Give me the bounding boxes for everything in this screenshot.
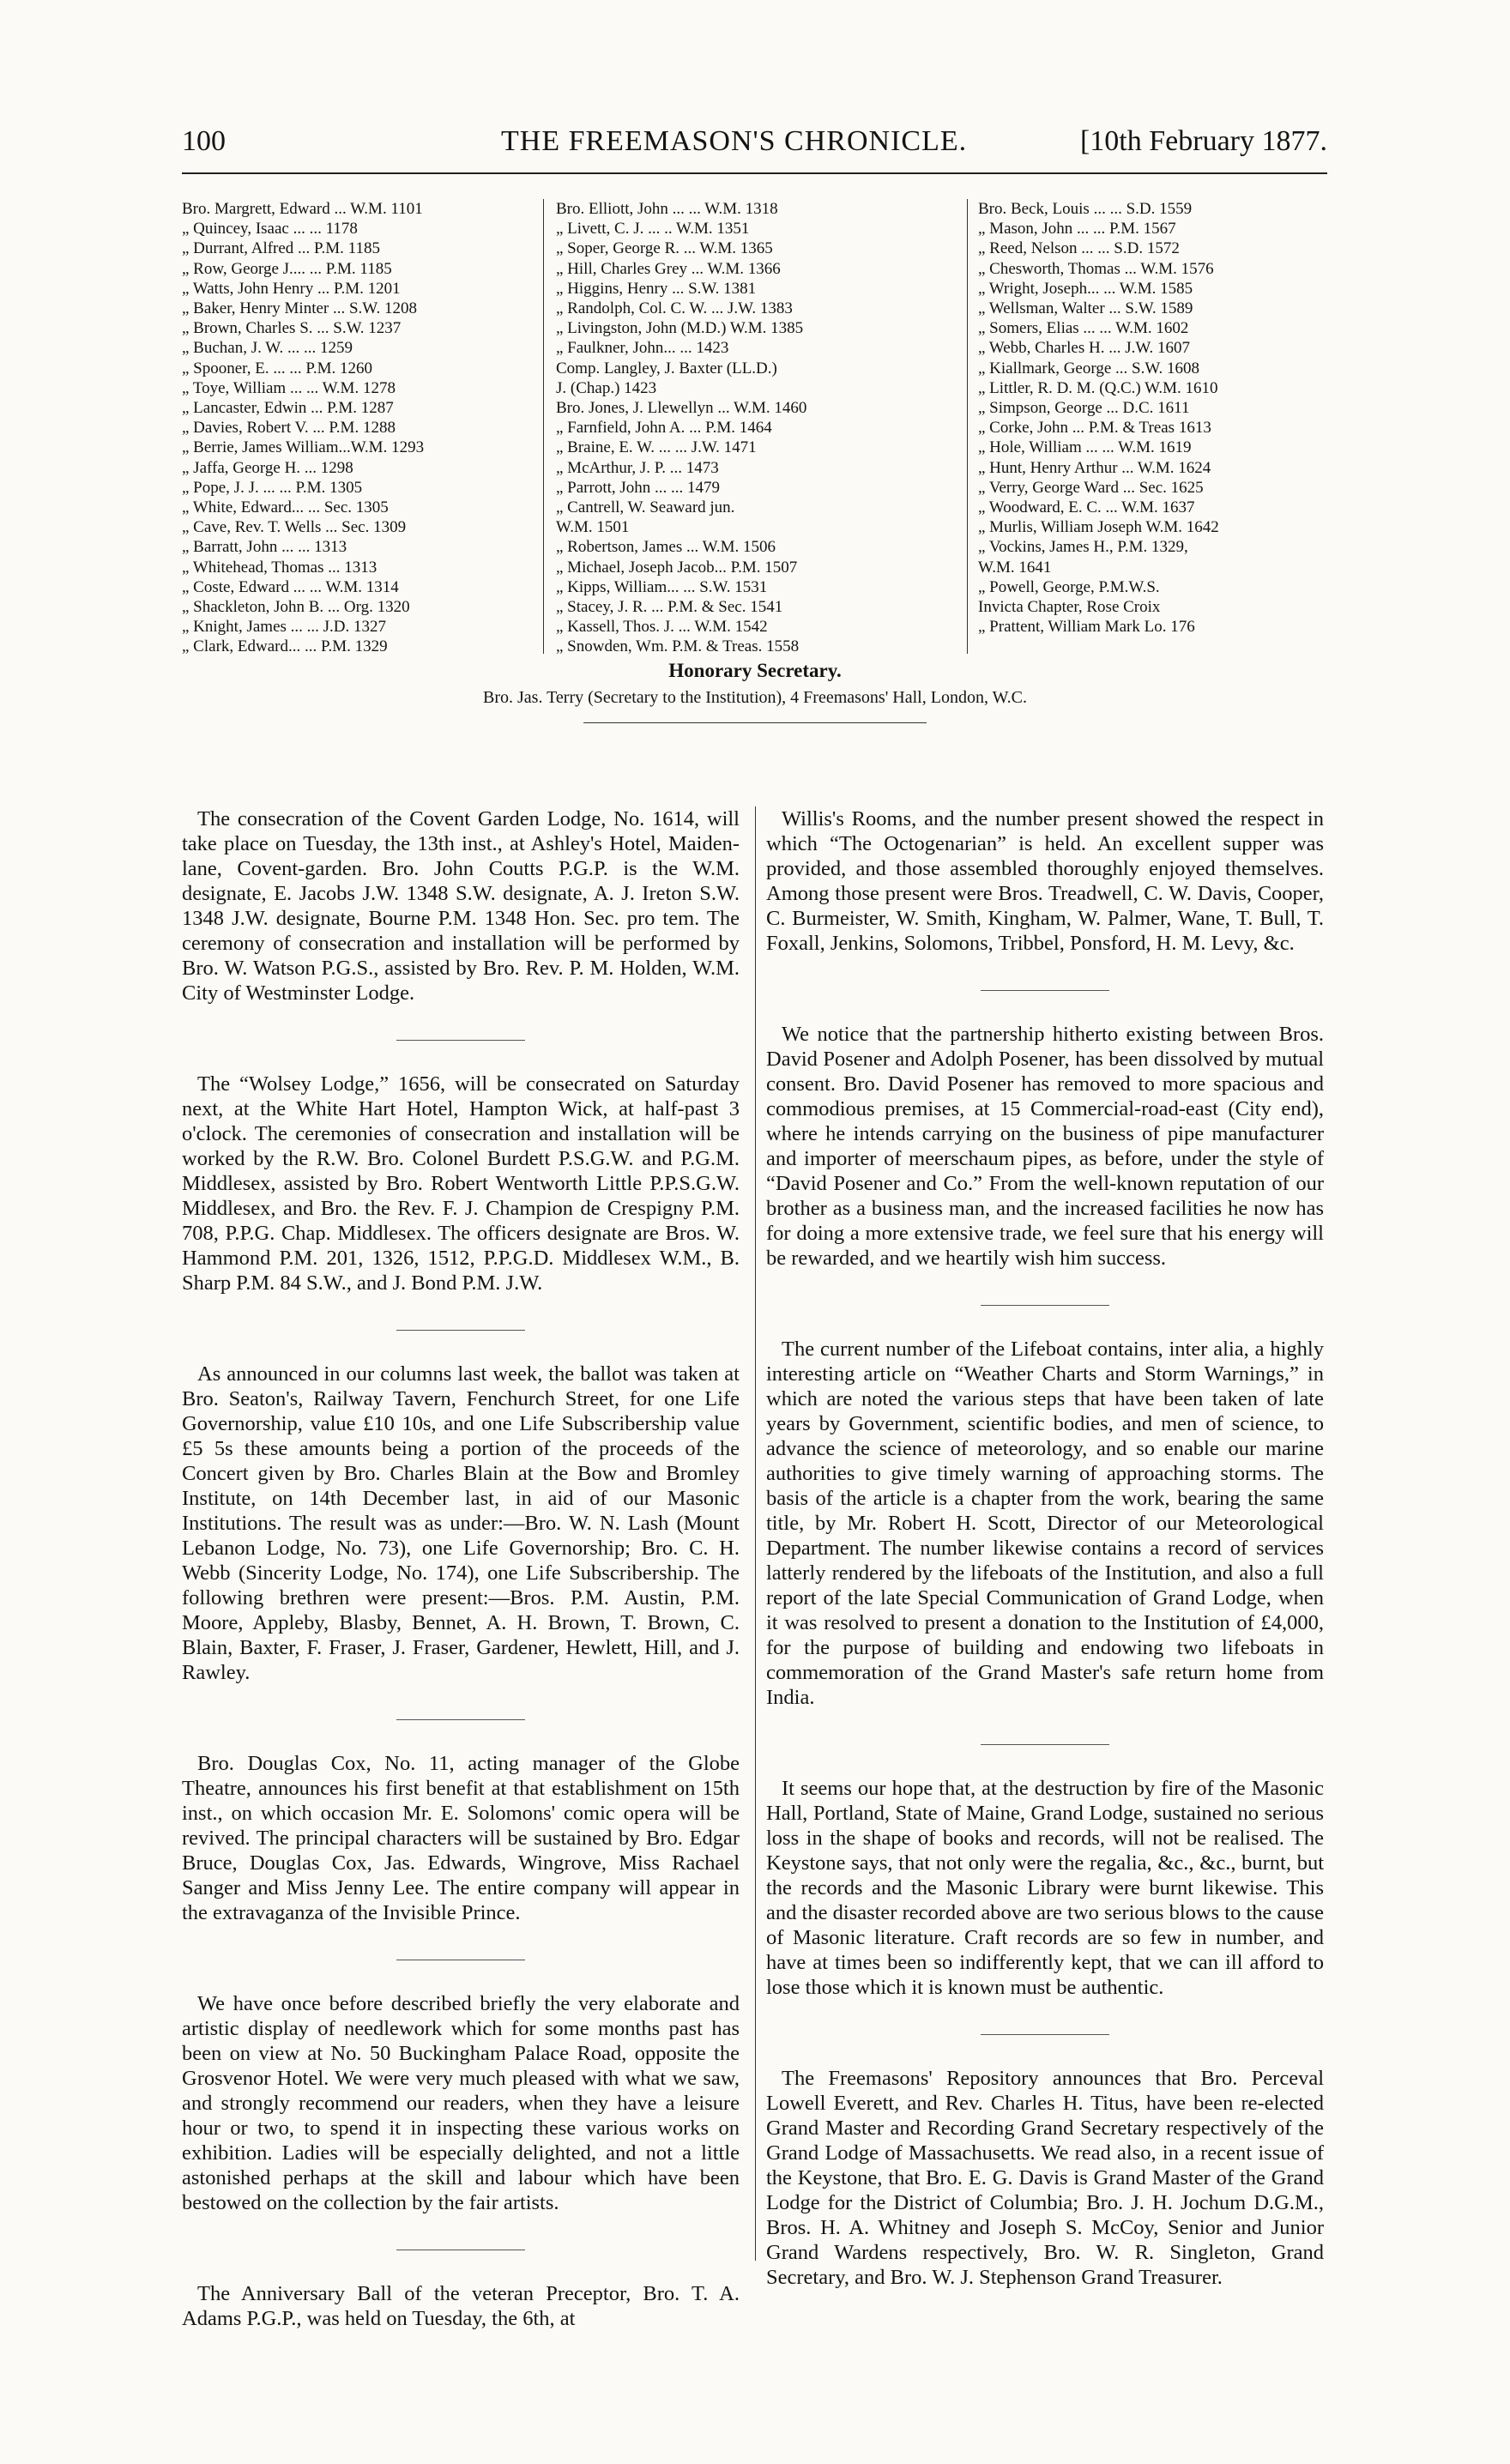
subscriber-entry: J. (Chap.) 1423 <box>556 378 657 397</box>
subscriber-entry: „ Cave, Rev. T. Wells ... Sec. 1309 <box>182 518 407 537</box>
issue-date: [10th February 1877. <box>1079 125 1327 157</box>
subscriber-entry: „ Simpson, George ... D.C. 1611 <box>978 399 1190 418</box>
news-paragraph: The Anniversary Ball of the veteran Preceptor, Bro. T. A. Adams P.G.P., was held on Tuesday, the 6th, at <box>182 2282 740 2330</box>
subscriber-entry: „ Livett, C. J. ... .. W.M. 1351 <box>556 220 750 239</box>
subscriber-entry: „ Farnfield, John A. ... P.M. 1464 <box>556 419 772 438</box>
article-column-left <box>182 806 740 2365</box>
subscriber-entry: „ Murlis, William Joseph W.M. 1642 <box>978 518 1219 537</box>
honorary-secretary-heading: Honorary Secretary. <box>668 660 842 681</box>
subscriber-entry: W.M. 1641 <box>978 558 1052 577</box>
subscriber-entry: „ Chesworth, Thomas ... W.M. 1576 <box>978 259 1214 278</box>
article-column-right <box>766 806 1324 2324</box>
subscriber-entry: „ Randolph, Col. C. W. ... J.W. 1383 <box>556 299 793 318</box>
subscriber-entry: „ Corke, John ... P.M. & Treas 1613 <box>978 419 1211 438</box>
subscriber-entry: „ Barratt, John ... ... 1313 <box>182 538 347 557</box>
column-divider <box>967 199 968 654</box>
news-paragraph: We have once before described briefly the very elaborate and artistic display of needlework which for some months past has been on view at No. 50 Buckingham Palace Road, opposite the Grosvenor Hotel. We were very much pleased with what we saw, and strongly recommend our readers, when they have a leisure hour or two, to spend it in inspecting these various works on exhibition. Ladies will be especially delighted, and not a little astonished perhaps at the skill and labour which have been bestowed on the collection by the fair artists. <box>182 1992 740 2214</box>
subscriber-entry: „ Spooner, E. ... ... P.M. 1260 <box>182 359 372 377</box>
subscriber-entry: „ Whitehead, Thomas ... 1313 <box>182 558 378 577</box>
subscriber-entry: „ Verry, George Ward ... Sec. 1625 <box>978 478 1204 497</box>
subscriber-entry: „ Toye, William ... ... W.M. 1278 <box>182 378 396 397</box>
section-rule <box>583 722 927 723</box>
subscriber-entry: „ Vockins, James H., P.M. 1329, <box>978 538 1188 557</box>
subscriber-entry: „ Baker, Henry Minter ... S.W. 1208 <box>182 299 417 318</box>
news-paragraph: The “Wolsey Lodge,” 1656, will be consecrated on Saturday next, at the White Hart Hotel, Hampton Wick, at half-past 3 o'clock. The ceremonies of consecration and installation will be worked by the R.W. Bro. Colonel Burdett P.S.G.W. and P.G.M. Middlesex, assisted by Bro. Robert Wentworth Little P.P.S.G.W. Middlesex, and Bro. the Rev. F. J. Champion de Crespigny P.M. 708, P.P.G. Chap. Middlesex. The officers designate are Bros. W. Hammond P.M. 201, 1326, 1512, P.P.G.D. Middlesex W.M., B. Sharp P.M. 84 S.W., and J. Bond P.M. J.W. <box>182 1072 740 1295</box>
news-paragraph: Willis's Rooms, and the number present showed the respect in which “The Octogenarian” is held. An excellent supper was provided, and those assembled thoroughly enjoyed themselves. Among those present were Bros. Treadwell, C. W. Davis, Cooper, C. Burmeister, W. Smith, Kingham, W. Palmer, Wane, T. Bull, T. Foxall, Jenkins, Solomons, Tribbel, Ponsford, H. M. Levy, &c. <box>766 807 1324 955</box>
honorary-secretary-line: Bro. Jas. Terry (Secretary to the Institution), 4 Freemasons' Hall, London, W.C. <box>483 688 1027 707</box>
subscriber-entry: „ McArthur, J. P. ... 1473 <box>556 458 719 477</box>
subscriber-entry: Comp. Langley, J. Baxter (LL.D.) <box>556 359 777 377</box>
subscriber-entry: „ Prattent, William Mark Lo. 176 <box>978 618 1195 637</box>
subscriber-entry: „ Durrant, Alfred ... P.M. 1185 <box>182 239 380 258</box>
subscriber-entry: „ Kipps, William... ... S.W. 1531 <box>556 577 768 596</box>
news-paragraph: The current number of the Lifeboat contains, inter alia, a highly interesting article on “Weather Charts and Storm Warnings,” in which are noted the various steps that have been taken of late years by Government, scientific bodies, and men of science, to advance the science of meteorology, and so enable our marine authorities to give timely warning of approaching storms. The basis of the article is a chapter from the work, bearing the same title, by Mr. Robert H. Scott, Director of our Meteorological Department. The number likewise contains a record of services latterly rendered by the lifeboats of the Institution, and also a full report of the late Special Communication of Grand Lodge, when it was resolved to present a donation to the Institution of £4,000, for the purpose of building and endowing two lifeboats in commemoration of the Grand Master's safe return home from India. <box>766 1338 1324 1709</box>
subscriber-entry: „ Webb, Charles H. ... J.W. 1607 <box>978 339 1191 358</box>
subscriber-entry: Bro. Jones, J. Llewellyn ... W.M. 1460 <box>556 399 807 418</box>
subscriber-entry: „ Powell, George, P.M.W.S. <box>978 577 1160 596</box>
subscriber-entry: „ Buchan, J. W. ... ... 1259 <box>182 339 353 358</box>
subscriber-entry: „ Braine, E. W. ... ... J.W. 1471 <box>556 438 757 457</box>
subscriber-entry: Bro. Elliott, John ... ... W.M. 1318 <box>556 200 778 218</box>
header-rule <box>182 172 1327 174</box>
paragraph-divider <box>981 1305 1109 1306</box>
subscriber-entry: „ Hill, Charles Grey ... W.M. 1366 <box>556 259 781 278</box>
subscriber-entry: „ Clark, Edward... ... P.M. 1329 <box>182 637 388 656</box>
subscriber-entry: „ Coste, Edward ... ... W.M. 1314 <box>182 577 399 596</box>
paragraph-divider <box>396 1719 525 1720</box>
subscriber-entry: „ Jaffa, George H. ... 1298 <box>182 458 353 477</box>
subscriber-entry: „ Shackleton, John B. ... Org. 1320 <box>182 598 410 617</box>
subscriber-entry: „ Littler, R. D. M. (Q.C.) W.M. 1610 <box>978 378 1218 397</box>
paragraph-divider <box>981 990 1109 991</box>
subscriber-entry: „ Knight, James ... ... J.D. 1327 <box>182 618 387 637</box>
column-divider <box>755 806 756 2261</box>
subscriber-entry: „ White, Edward... ... Sec. 1305 <box>182 498 389 517</box>
subscriber-entry: „ Pope, J. J. ... ... P.M. 1305 <box>182 478 363 497</box>
page-header <box>182 120 1327 170</box>
subscriber-entry: „ Hunt, Henry Arthur ... W.M. 1624 <box>978 458 1211 477</box>
subscriber-entry: W.M. 1501 <box>556 518 630 537</box>
subscriber-entry: „ Row, George J.... ... P.M. 1185 <box>182 259 392 278</box>
subscriber-entry: Invicta Chapter, Rose Croix <box>978 598 1161 617</box>
subscriber-entry: „ Wellsman, Walter ... S.W. 1589 <box>978 299 1193 318</box>
subscriber-entry: „ Woodward, E. C. ... W.M. 1637 <box>978 498 1195 517</box>
subscriber-list-col2 <box>556 199 955 657</box>
subscriber-entry: „ Quincey, Isaac ... ... 1178 <box>182 220 358 239</box>
subscriber-list-col3 <box>978 199 1328 637</box>
subscriber-entry: „ Lancaster, Edwin ... P.M. 1287 <box>182 399 394 418</box>
news-paragraph: It seems our hope that, at the destruction by fire of the Masonic Hall, Portland, State of Maine, Grand Lodge, sustained no serious loss in the shape of books and records, will not be realised. The Keystone says, that not only were the regalia, &c., &c., burnt, but the records and the Masonic Library were burnt likewise. This and the disaster recorded above are two serious blows to the cause of Masonic literature. Craft records are so few in number, and have at times been so indifferently kept, that we can ill afford to lose those which it is known must be authentic. <box>766 1777 1324 1999</box>
subscriber-entry: „ Michael, Joseph Jacob... P.M. 1507 <box>556 558 798 577</box>
news-paragraph: The consecration of the Covent Garden Lodge, No. 1614, will take place on Tuesday, the 13th inst., at Ashley's Hotel, Maiden-lane, Covent-garden. Bro. John Coutts P.G.P. is the W.M. designate, E. Jacobs J.W. 1348 S.W. designate, A. J. Ireton S.W. 1348 J.W. designate, Bourne P.M. 1348 Hon. Sec. pro tem. The ceremony of consecration and installation will be performed by Bro. W. Watson P.G.S., assisted by Bro. Rev. P. M. Holden, W.M. City of Westminster Lodge. <box>182 807 740 1005</box>
news-paragraph: Bro. Douglas Cox, No. 11, acting manager of the Globe Theatre, announces his first benefit at that establishment on 15th inst., on which occasion Mr. E. Solomons' comic opera will be revived. The principal characters will be sustained by Bro. Edgar Bruce, Douglas Cox, Jas. Edwards, Wingrove, Miss Rachael Sanger and Miss Jenny Lee. The entire company will appear in the extravaganza of the Invisible Prince. <box>182 1752 740 1924</box>
subscriber-entry: „ Stacey, J. R. ... P.M. & Sec. 1541 <box>556 598 783 617</box>
subscriber-entry: „ Snowden, Wm. P.M. & Treas. 1558 <box>556 637 800 656</box>
subscriber-entry: „ Soper, George R. ... W.M. 1365 <box>556 239 773 258</box>
paragraph-divider <box>981 1744 1109 1745</box>
subscriber-entry: „ Robertson, James ... W.M. 1506 <box>556 538 776 557</box>
subscriber-entry: „ Mason, John ... ... P.M. 1567 <box>978 220 1176 239</box>
paragraph-divider <box>396 1330 525 1331</box>
subscriber-entry: „ Berrie, James William...W.M. 1293 <box>182 438 425 457</box>
subscriber-entry: Bro. Margrett, Edward ... W.M. 1101 <box>182 200 423 218</box>
news-paragraph: The Freemasons' Repository announces that Bro. Perceval Lowell Everett, and Rev. Charles H. Titus, have been re-elected Grand Master and Recording Grand Secretary respectively of the Grand Lodge of Massachusetts. We read also, in a recent issue of the Keystone, that Bro. E. G. Davis is Grand Master of the Grand Lodge for the District of Columbia; Bro. J. H. Jochum D.G.M., Bros. H. A. Whitney and Joseph S. McCoy, Senior and Junior Grand Wardens respectively, Bro. W. R. Singleton, Grand Secretary, and Bro. W. J. Stephenson Grand Treasurer. <box>766 2067 1324 2289</box>
subscriber-entry: Bro. Beck, Louis ... ... S.D. 1559 <box>978 200 1193 218</box>
subscriber-entry: „ Reed, Nelson ... ... S.D. 1572 <box>978 239 1180 258</box>
page-number: 100 <box>182 125 226 157</box>
subscriber-entry: „ Davies, Robert V. ... P.M. 1288 <box>182 419 396 438</box>
subscriber-list-col1 <box>182 199 542 657</box>
news-paragraph: We notice that the partnership hitherto existing between Bros. David Posener and Adolph Posener, has been dissolved by mutual consent. Bro. David Posener has removed to more spacious and commodious premises, at 15 Commercial-road-east (City end), where he intends carrying on the business of pipe manufacturer and importer of meerschaum pipes, as before, under the style of “David Posener and Co.” From the well-known reputation of our brother as a business man, and the increased facilities he now has for doing a more extensive trade, we feel sure that his energy will be rewarded, and we heartily wish him success. <box>766 1023 1324 1270</box>
subscriber-entry: „ Watts, John Henry ... P.M. 1201 <box>182 279 401 298</box>
subscriber-entry: „ Cantrell, W. Seaward jun. <box>556 498 735 517</box>
masthead-title: THE FREEMASON'S CHRONICLE. <box>501 125 968 157</box>
subscriber-entry: „ Wright, Joseph... ... W.M. 1585 <box>978 279 1193 298</box>
subscriber-entry: „ Kassell, Thos. J. ... W.M. 1542 <box>556 618 768 637</box>
news-paragraph: As announced in our columns last week, the ballot was taken at Bro. Seaton's, Railway Tavern, Fenchurch Street, for one Life Governorship, value £10 10s, and one Life Subscribership value £5 5s these amounts being a portion of the proceeds of the Concert given by Bro. Charles Blain at the Bow and Bromley Institute, on 14th December last, in aid of our Masonic Institutions. The result was as under:—Bro. W. N. Lash (Mount Lebanon Lodge, No. 73), one Life Governorship; Bro. C. H. Webb (Sincerity Lodge, No. 174), one Life Subscribership. The following brethren were present:—Bros. P.M. Austin, P.M. Moore, Appleby, Blasby, Bennet, A. H. Brown, T. Brown, C. Blain, Baxter, F. Fraser, J. Fraser, Gardener, Hewlett, Hill, and J. Rawley. <box>182 1362 740 1684</box>
subscriber-entry: „ Parrott, John ... ... 1479 <box>556 478 721 497</box>
subscriber-entry: „ Somers, Elias ... ... W.M. 1602 <box>978 319 1189 338</box>
subscriber-entry: „ Hole, William ... ... W.M. 1619 <box>978 438 1192 457</box>
subscriber-entry: „ Livingston, John (M.D.) W.M. 1385 <box>556 319 804 338</box>
paragraph-divider <box>396 1040 525 1041</box>
subscriber-entry: „ Higgins, Henry ... S.W. 1381 <box>556 279 757 298</box>
column-divider <box>543 199 544 654</box>
subscriber-entry: „ Faulkner, John... ... 1423 <box>556 339 729 358</box>
subscriber-entry: „ Brown, Charles S. ... S.W. 1237 <box>182 319 402 338</box>
subscriber-entry: „ Kiallmark, George ... S.W. 1608 <box>978 359 1200 377</box>
paragraph-divider <box>981 2034 1109 2035</box>
